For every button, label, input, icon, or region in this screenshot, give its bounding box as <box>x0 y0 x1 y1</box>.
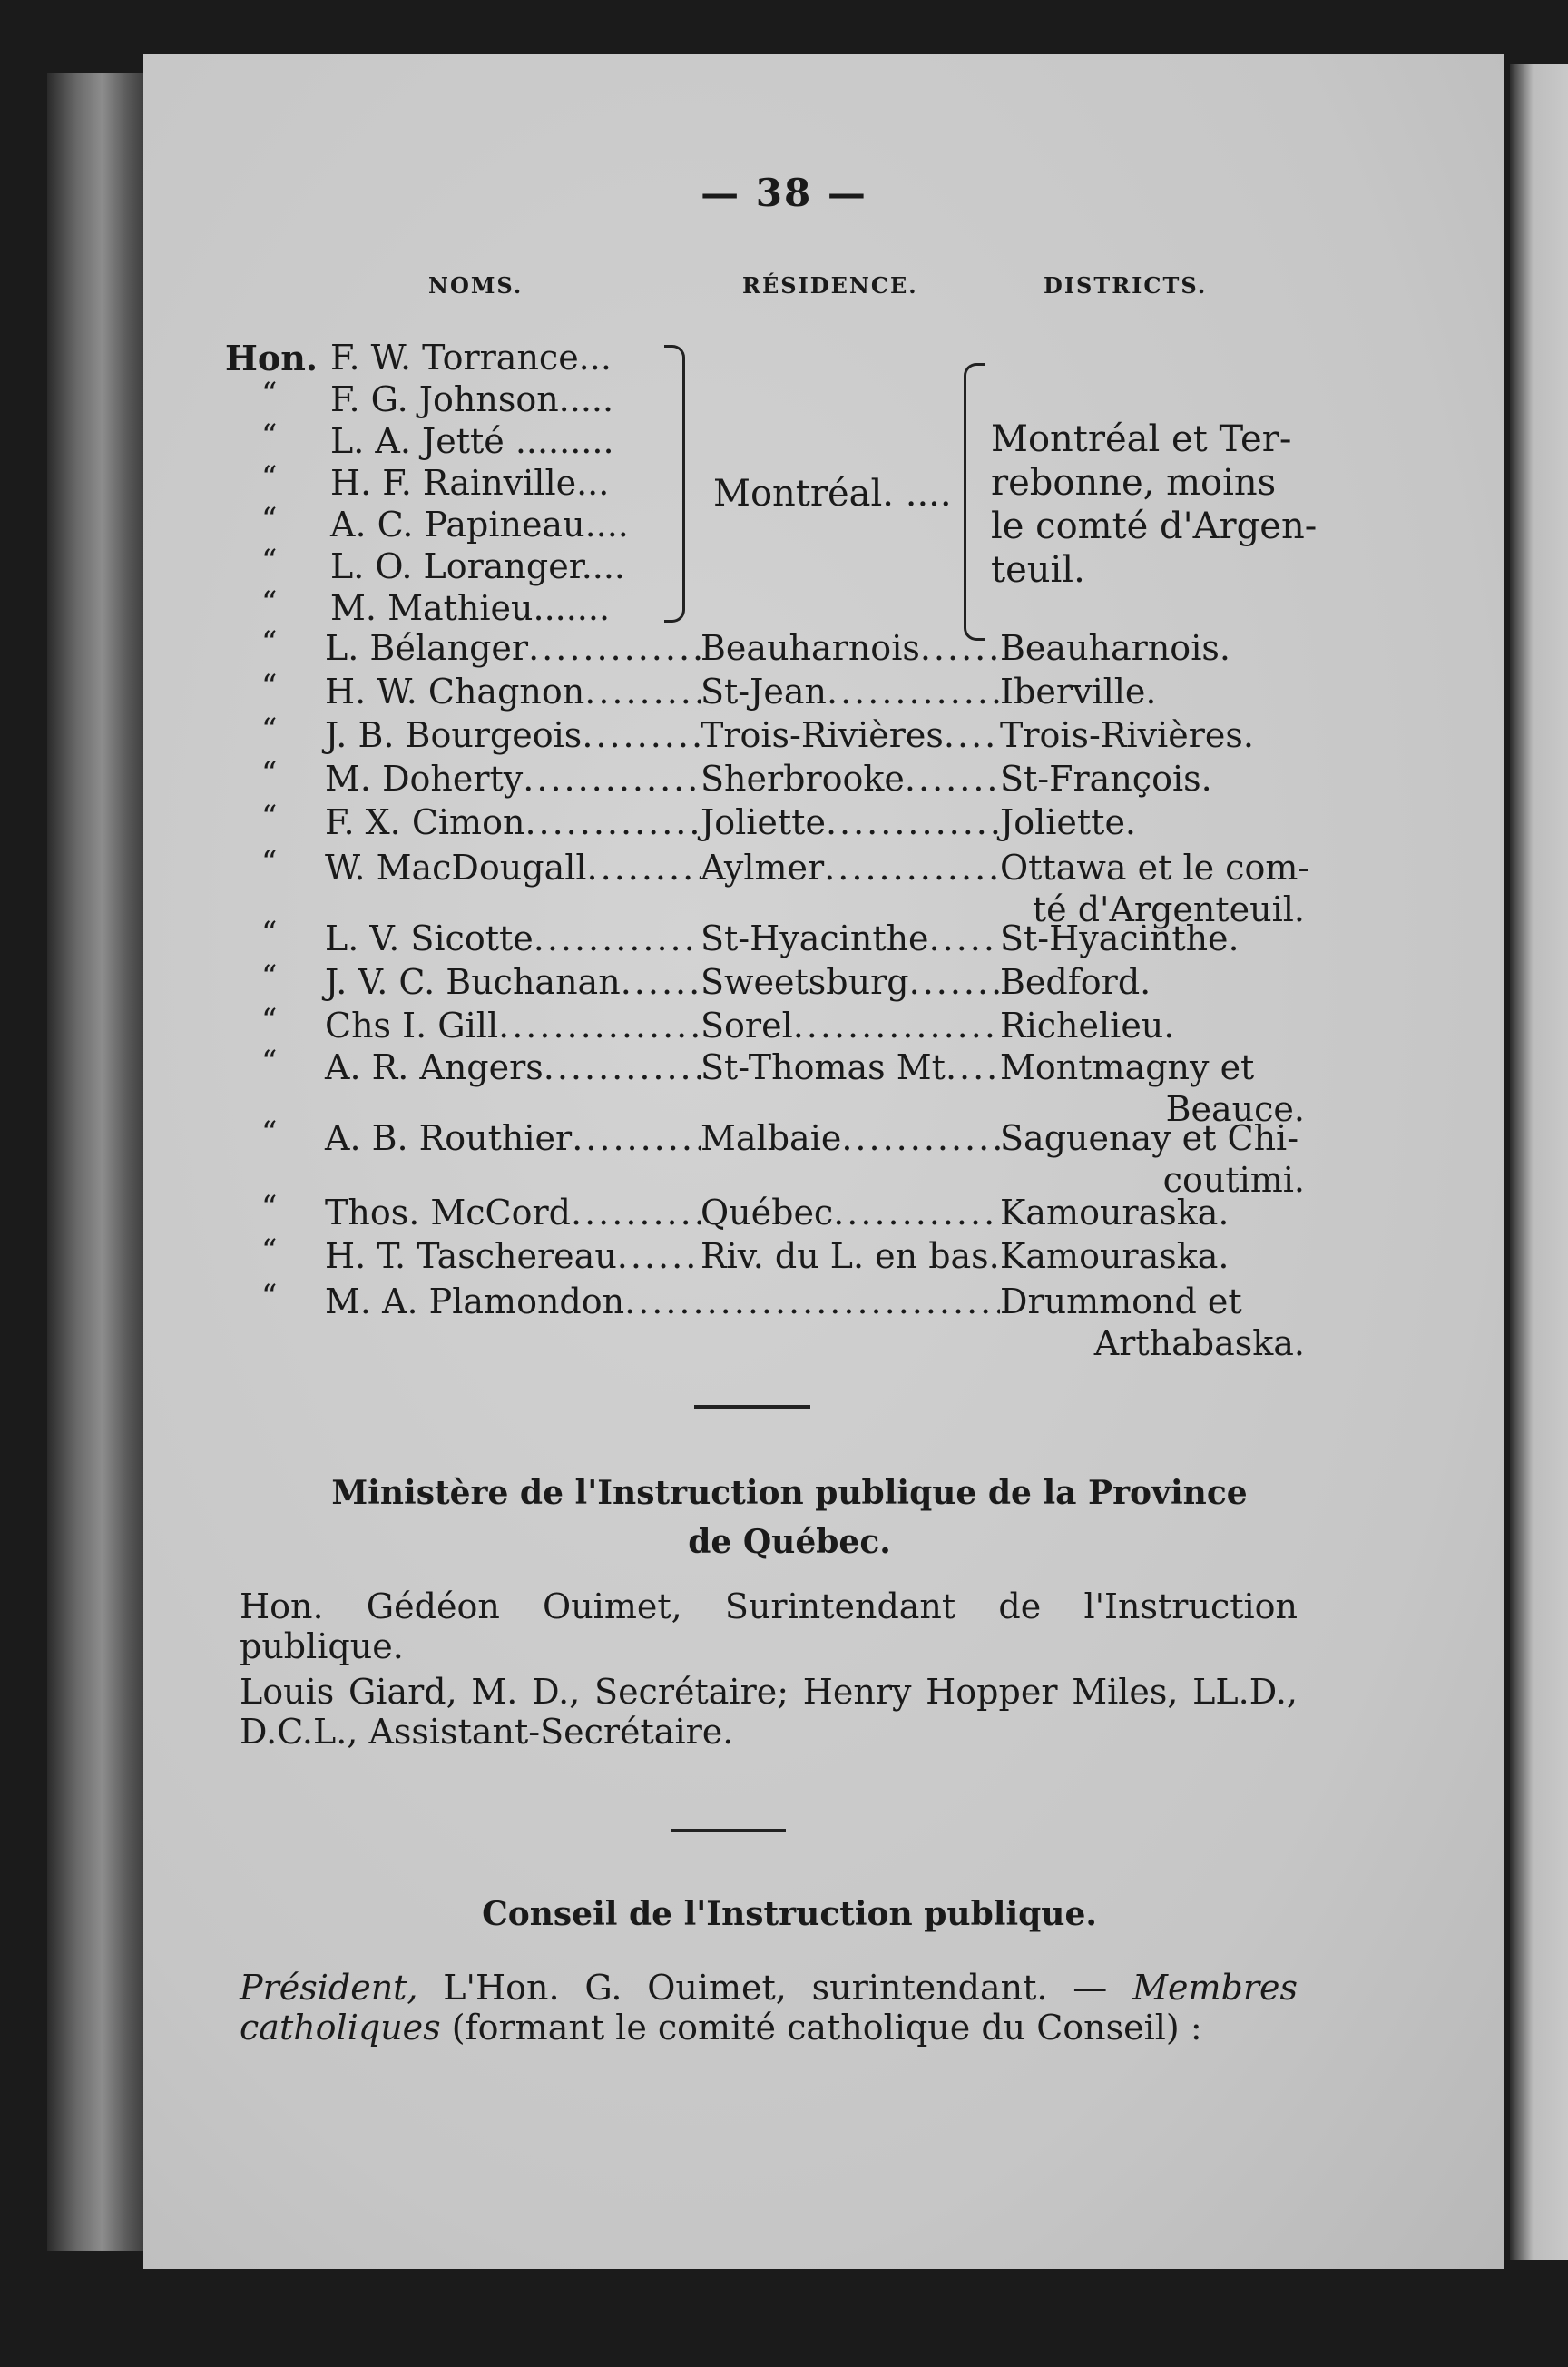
dot-leader <box>909 962 1000 1002</box>
district-continued: Beauce. <box>1165 1089 1305 1129</box>
table-row <box>325 1236 1314 1283</box>
ministere-title-line: Ministère de l'Instruction publique de la Province <box>331 1474 1248 1512</box>
montreal-residence: Montréal. .... <box>713 473 952 515</box>
ministere-title <box>200 1468 1379 1567</box>
district: Kamouraska. <box>1000 1193 1230 1233</box>
name: M. Doherty <box>325 759 524 799</box>
name: L. V. Sicotte <box>325 918 534 958</box>
district: Kamouraska. <box>1000 1236 1230 1276</box>
ministere-para-2: Louis Giard, M. D., Secrétaire; Henry Hopper Miles, LL.D., D.C.L., Assistant-Secrétaire. <box>240 1672 1298 1752</box>
name: M. Mathieu....... <box>330 588 611 628</box>
name: A. C. Papineau.... <box>330 505 629 545</box>
district: Beauharnois. <box>1000 628 1230 668</box>
name-row <box>330 546 625 594</box>
name-row <box>330 338 612 385</box>
ditto-mark: “ <box>261 668 278 704</box>
dot-leader <box>582 715 701 755</box>
district-line: le comté d'Argen- <box>991 506 1318 547</box>
name: Chs I. Gill <box>325 1006 499 1046</box>
ditto-mark: “ <box>261 915 278 951</box>
name: H. F. Rainville... <box>330 463 610 503</box>
name: A. R. Angers <box>325 1047 544 1087</box>
dot-leader <box>624 1282 1000 1321</box>
district-continued: coutimi. <box>1162 1160 1305 1200</box>
name: F. X. Cimon <box>325 802 525 842</box>
residence-text: Aylmer <box>701 848 825 888</box>
name-row <box>330 379 613 427</box>
residence-text: Sorel <box>701 1006 793 1046</box>
conseil-text <box>191 1968 1298 2048</box>
dot-leader <box>571 1193 701 1233</box>
table-row <box>325 1006 1314 1053</box>
name-row <box>330 505 629 552</box>
dot-leader <box>793 1006 1000 1046</box>
district: Saguenay et Chi- <box>1000 1118 1299 1158</box>
header-districts: DISTRICTS. <box>1044 272 1208 299</box>
divider <box>671 1829 786 1832</box>
district: St-Hyacinthe. <box>1000 918 1240 958</box>
residence-text: Sherbrooke <box>701 759 905 799</box>
residence <box>701 1193 1000 1233</box>
dot-leader <box>833 1193 1000 1233</box>
ditto-mark: “ <box>261 1233 278 1269</box>
dot-leader <box>621 962 701 1002</box>
dot-leader <box>587 848 701 888</box>
name: F. W. Torrance... <box>330 338 612 378</box>
residence <box>701 918 1000 958</box>
residence-text: St-Thomas Mt <box>701 1047 946 1087</box>
residence <box>701 628 1000 668</box>
dot-leader <box>929 918 1000 958</box>
dot-leader <box>841 1118 1000 1158</box>
left-brace <box>664 345 685 623</box>
table-row <box>325 1118 1314 1165</box>
ditto-mark: “ <box>261 543 278 579</box>
dot-leader <box>524 802 701 842</box>
dot-leader <box>946 1047 1000 1087</box>
dot-leader <box>572 1118 701 1158</box>
ditto-mark: “ <box>261 1278 278 1314</box>
district: Iberville. <box>1000 672 1157 712</box>
name: W. MacDougall <box>325 848 587 888</box>
ditto-mark: “ <box>261 799 278 835</box>
table-row <box>325 1282 1314 1329</box>
facing-page-edge <box>1510 64 1568 2260</box>
district: St-François. <box>1000 759 1212 799</box>
dot-leader <box>617 1236 701 1276</box>
name: L. A. Jetté ......... <box>330 421 614 461</box>
divider <box>694 1405 810 1409</box>
district: Richelieu. <box>1000 1006 1175 1046</box>
ministere-title-line: de Québec. <box>688 1523 891 1561</box>
dot-leader <box>827 672 1000 712</box>
name-row <box>330 463 609 510</box>
district: Drummond et <box>1000 1282 1242 1321</box>
name: L. O. Loranger.... <box>330 546 626 586</box>
right-brace <box>964 363 985 641</box>
president-label: Président, <box>240 1968 418 2008</box>
district-line: teuil. <box>991 549 1085 591</box>
dot-leader <box>528 628 701 668</box>
dot-leader <box>544 1047 701 1087</box>
residence <box>701 802 1000 842</box>
residence <box>701 759 1000 799</box>
ditto-mark: “ <box>261 712 278 748</box>
conseil-paragraph <box>191 1968 1298 2048</box>
residence-text: Malbaie <box>701 1118 842 1158</box>
district: Montmagny et <box>1000 1047 1255 1087</box>
ditto-mark: “ <box>261 1044 278 1080</box>
table-row <box>325 1047 1314 1095</box>
table-row <box>325 672 1314 719</box>
district: Ottawa et le com- <box>1000 848 1310 888</box>
residence-text: Trois-Rivières <box>701 715 944 755</box>
table-row <box>325 715 1314 762</box>
name: H. W. Chagnon <box>325 672 585 712</box>
name: L. Bélanger <box>325 628 529 668</box>
dot-leader <box>920 628 1000 668</box>
table-row <box>325 962 1314 1009</box>
name: M. A. Plamondon <box>325 1282 625 1321</box>
montreal-district <box>991 417 1317 592</box>
dot-leader <box>523 759 701 799</box>
ditto-mark: “ <box>261 1002 278 1038</box>
residence-text: St-Hyacinthe <box>701 918 929 958</box>
ditto-mark: “ <box>261 1115 278 1151</box>
ditto-mark: “ <box>261 844 278 880</box>
residence <box>701 848 1000 888</box>
ditto-mark: “ <box>261 1189 278 1225</box>
header-noms: NOMS. <box>428 272 524 299</box>
district-continued: Arthabaska. <box>1093 1323 1305 1363</box>
residence <box>701 1236 1000 1276</box>
residence-text: Québec <box>701 1193 834 1233</box>
membres-label: Membres catholiques <box>240 1968 1298 2048</box>
table-row <box>325 802 1314 850</box>
district-line: rebonne, moins <box>991 462 1277 504</box>
residence <box>701 1118 1000 1158</box>
dot-leader <box>584 672 701 712</box>
honorific: Hon. <box>225 338 318 378</box>
table-row <box>325 1193 1314 1240</box>
ditto-mark: “ <box>261 376 278 412</box>
dot-leader <box>826 802 1000 842</box>
header-residence: RÉSIDENCE. <box>742 272 918 299</box>
dot-leader <box>944 715 1000 755</box>
president-text: L'Hon. G. Ouimet, surintendant. — <box>417 1968 1133 2008</box>
name: F. G. Johnson..... <box>330 379 614 419</box>
dot-leader <box>534 918 701 958</box>
district: Trois-Rivières. <box>1000 715 1254 755</box>
ditto-mark: “ <box>261 417 278 454</box>
ditto-mark: “ <box>261 958 278 995</box>
name: Thos. McCord <box>325 1193 571 1233</box>
residence <box>701 715 1000 755</box>
table-row <box>325 918 1314 966</box>
residence-text: Joliette <box>701 802 826 842</box>
dot-leader <box>498 1006 701 1046</box>
name: J. B. Bourgeois <box>325 715 583 755</box>
residence <box>701 1047 1000 1087</box>
table-row <box>325 628 1314 675</box>
ditto-mark: “ <box>261 624 278 661</box>
name: H. T. Taschereau <box>325 1236 617 1276</box>
membres-text: (formant le comité catholique du Conseil) : <box>440 2008 1202 2048</box>
table-row <box>325 848 1314 895</box>
name: A. B. Routhier <box>325 1118 573 1158</box>
residence-text: Sweetsburg <box>701 962 909 1002</box>
ministere-paragraph <box>191 1586 1298 1752</box>
ditto-mark: “ <box>261 501 278 537</box>
name-row <box>330 421 614 468</box>
ditto-mark: “ <box>261 755 278 791</box>
residence <box>701 1006 1000 1046</box>
ditto-mark: “ <box>261 459 278 496</box>
district: Bedford. <box>1000 962 1152 1002</box>
name: J. V. C. Buchanan <box>325 962 621 1002</box>
ministere-para-1: Hon. Gédéon Ouimet, Surintendant de l'Instruction publique. <box>240 1586 1298 1666</box>
residence-text: St-Jean <box>701 672 827 712</box>
residence-text: Riv. du L. en bas. <box>701 1236 1000 1276</box>
residence <box>701 962 1000 1002</box>
dot-leader <box>824 848 1000 888</box>
district-line: Montréal et Ter- <box>991 418 1292 460</box>
residence <box>701 672 1000 712</box>
book-spine <box>47 73 147 2251</box>
table-row <box>325 759 1314 806</box>
dot-leader <box>905 759 1000 799</box>
conseil-title: Conseil de l'Instruction publique. <box>482 1895 1097 1933</box>
district-continued: té d'Argenteuil. <box>1032 889 1305 929</box>
district: Joliette. <box>1000 802 1137 842</box>
residence-text: Beauharnois <box>701 628 920 668</box>
ditto-mark: “ <box>261 584 278 621</box>
page-number: — 38 — <box>701 171 867 215</box>
